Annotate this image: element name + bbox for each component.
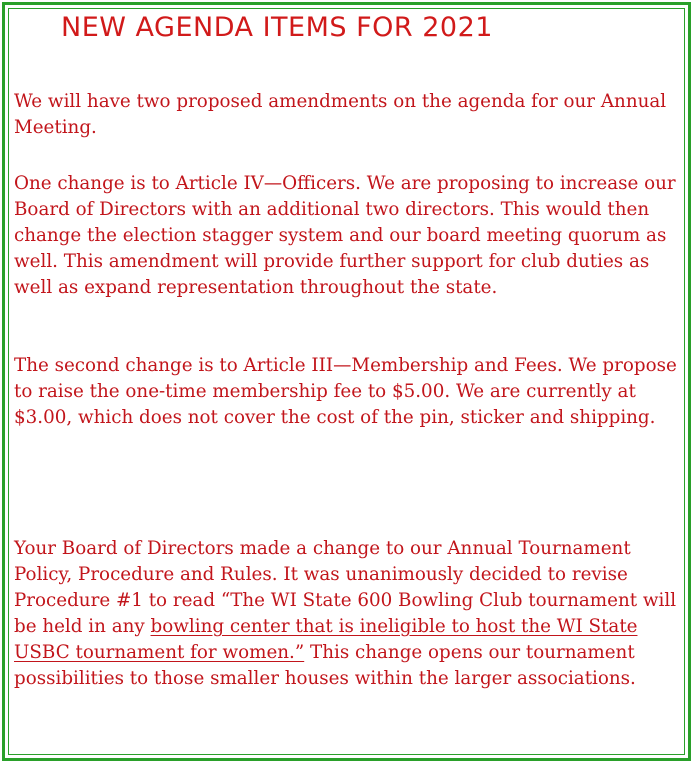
page-title: NEW AGENDA ITEMS FOR 2021 <box>61 12 493 43</box>
paragraph-article-iv: One change is to Article IV—Officers. We are proposing to increase our Board of Directors with an additional two directors. This would then change the election stagger system and our board meeting quorum as well. This amendment will provide further support for club duties as well as expand representation throughout the state. <box>14 173 676 298</box>
underlined-procedure-text: bowling center that is ineligible to host the WI State USBC tournament for women.” <box>14 616 638 663</box>
text-box-frame <box>2 2 691 761</box>
paragraph-tournament-policy <box>14 536 684 692</box>
paragraph-tournament-text-end: This change opens our tournament possibilities to those smaller houses within the larger associations. <box>14 642 636 689</box>
paragraph-article-iii: The second change is to Article III—Membership and Fees. We propose to raise the one-time membership fee to $5.00. We are currently at $3.00, which does not cover the cost of the pin, sticker and shipping. <box>14 355 677 428</box>
paragraph-tournament-text-start: Your Board of Directors made a change to our Annual Tournament Policy, Procedure and Rules. It was unanimously decided to revise Procedure #1 to read “The WI State 600 Bowling Club tournament will be held in any <box>14 538 677 637</box>
paragraph-intro: We will have two proposed amendments on the agenda for our Annual Meeting. <box>14 91 667 138</box>
